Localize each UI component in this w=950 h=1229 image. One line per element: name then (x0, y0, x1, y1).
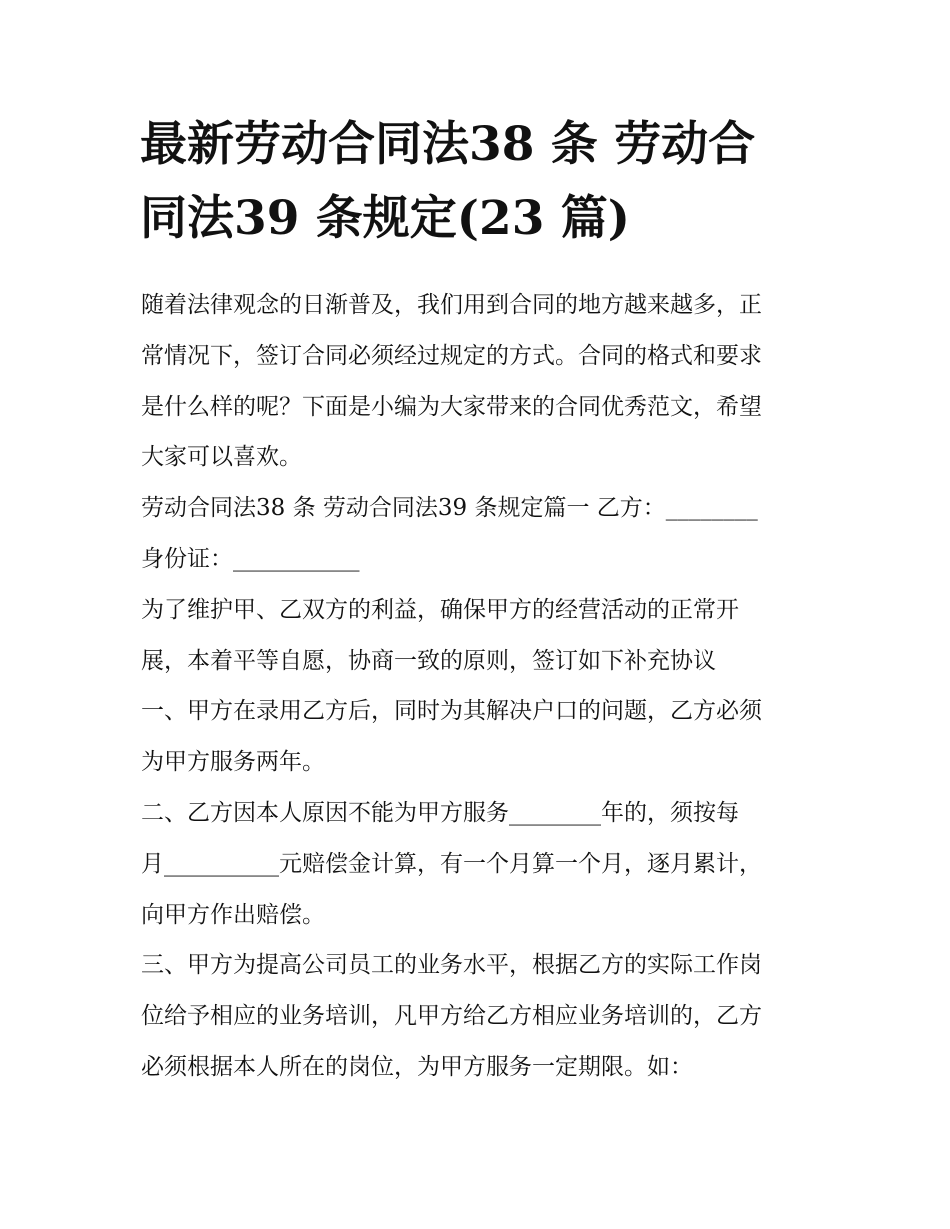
preamble-paragraph (141, 585, 811, 687)
clause-two (141, 788, 811, 940)
text-line: 为了维护甲、乙双方的利益，确保甲方的经营活动的正常开 (141, 596, 739, 623)
text-line: 三、甲方为提高公司员工的业务水平，根据乙方的实际工作岗 (141, 952, 762, 979)
text-line: 位给予相应的业务培训，凡甲方给乙方相应业务培训的，乙方 (141, 1003, 762, 1030)
text-line: 向甲方作出赔偿。 (141, 901, 325, 928)
clause-three (141, 940, 811, 1092)
title-line: 同法39 条规定(23 篇) (140, 191, 631, 246)
text-line: 劳动合同法38 条 劳动合同法39 条规定篇一 乙方：________ (141, 495, 758, 522)
section-heading-paragraph (141, 483, 811, 585)
text-line: 大家可以喜欢。 (141, 444, 302, 471)
text-line: 为甲方服务两年。 (141, 749, 325, 776)
title-line: 最新劳动合同法38 条 劳动合 (140, 117, 756, 172)
text-line: 月__________元赔偿金计算，有一个月算一个月，逐月累计， (141, 850, 762, 877)
intro-paragraph (141, 280, 811, 483)
document-title (140, 108, 820, 256)
document-body (141, 280, 811, 1093)
text-line: 常情况下，签订合同必须经过规定的方式。合同的格式和要求 (141, 342, 762, 369)
text-line: 随着法律观念的日渐普及，我们用到合同的地方越来越多，正 (141, 292, 762, 318)
text-line: 一、甲方在录用乙方后，同时为其解决户口的问题，乙方必须 (141, 698, 762, 725)
clause-one (141, 686, 811, 788)
text-line: 必须根据本人所在的岗位，为甲方服务一定期限。如： (141, 1053, 693, 1080)
text-line: 是什么样的呢？下面是小编为大家带来的合同优秀范文，希望 (141, 393, 762, 420)
text-line: 二、乙方因本人原因不能为甲方服务________年的，须按每 (141, 799, 739, 826)
text-line: 展，本着平等自愿，协商一致的原则，签订如下补充协议 (141, 647, 716, 674)
text-line: 身份证：___________ (141, 545, 360, 572)
